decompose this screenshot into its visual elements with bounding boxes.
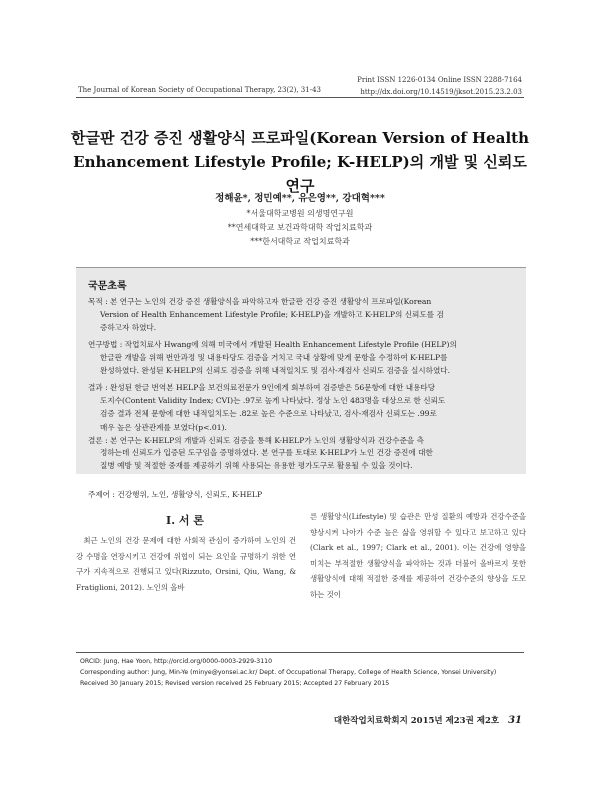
issn-line: Print ISSN 1226-0134 Online ISSN 2288-7164 bbox=[357, 76, 522, 84]
header-divider bbox=[76, 97, 524, 98]
title-line-1: 한글판 건강 증진 생활양식 프로파일(Korean Version of Health bbox=[71, 129, 529, 147]
footnote-received: Received 30 January 2015; Revised version received 25 February 2015; Accepted 27 February 2015 bbox=[80, 680, 390, 687]
footnote-corresponding: Corresponding author: Jung, Min-Ye (minye@yonsei.ac.kr/ Dept. of Occupational Therapy, College of Health Science, Yonsei University) bbox=[80, 669, 497, 676]
section-heading-introduction: Ⅰ. 서 론 bbox=[166, 514, 204, 527]
abstract-heading: 국문초록 bbox=[88, 281, 127, 292]
footnotes bbox=[80, 656, 496, 689]
footer-journal: 대한작업치료학회지 2015년 제23권 제2호 bbox=[333, 716, 500, 726]
abstract-line: 도지수(Content Validity Index; CVI)는 .97로 높게 나타났다. 정상 노인 483명을 대상으로 한 신뢰도 bbox=[100, 396, 446, 406]
abstract-purpose bbox=[88, 295, 520, 335]
affiliations bbox=[100, 207, 500, 249]
affiliation-1: *서울대학교병원 의생명연구원 bbox=[246, 209, 354, 218]
affiliation-3: ***한서대학교 작업치료학과 bbox=[250, 237, 350, 246]
intro-left-column: 최근 노인의 건강 문제에 대한 사회적 관심이 증가하여 노인의 건강 수명을 연장시키고 건강에 위협이 되는 요인을 규명하기 위한 연구가 지속적으로 진행되고 있다(Rizzuto, Orsini, Qiu, Wang, & Fratiglioni, 2012). 노인의 올바 bbox=[76, 536, 296, 592]
affiliation-2: **연세대학교 보건과학대학 작업치료학과 bbox=[227, 223, 373, 232]
abstract-conclusion-tail bbox=[76, 446, 526, 474]
abstract-line: 정하는데 신뢰도가 입증된 도구임을 증명하였다. 본 연구를 토대로 K-HELP가 노인 건강 증진에 대한 bbox=[100, 448, 433, 457]
abstract-box bbox=[76, 267, 526, 473]
abstract-line: 매우 높은 상관관계를 보였다(p<.01). bbox=[100, 422, 227, 432]
intro-right-column: 른 생활양식(Lifestyle) 및 습관은 만성 질환의 예방과 건강수준을 향상시켜 나아가 수준 높은 삶을 영위할 수 있다고 보고하고 있다(Clark et al., 1997; Clark et al., 2001). 이는 건강에 영향을 미치는 부적절한 생활양식을 파악하는 것과 더불어 올바르지 못한 생활양식에 대해 적절한 중재를 제공하여 건강수준의 향상을 도모하는 것이 bbox=[310, 512, 526, 599]
keywords: 주제어 : 건강행위, 노인, 생활양식, 신뢰도, K-HELP bbox=[88, 490, 263, 499]
author-list: 정해윤*, 정민예**, 유은영**, 강대혁*** bbox=[215, 193, 385, 204]
abstract-method bbox=[88, 338, 520, 378]
abstract-line: Version of Health Enhancement Lifestyle Profile; K-HELP)을 개발하고 K-HELP의 신뢰도를 검 bbox=[100, 310, 444, 320]
abstract-line: 완성하였다. 완성된 K-HELP의 신뢰도 검증을 위해 내적일치도 및 검사-재검사 신뢰도 검증을 실시하였다. bbox=[100, 366, 451, 376]
abstract-line: 연구방법 : 작업치료사 Hwang에 의해 미국에서 개발된 Health Enhancement Lifestyle Profile (HELP)의 bbox=[88, 340, 457, 349]
abstract-line: 결론 : 본 연구는 K-HELP의 개발과 신뢰도 검증을 통해 K-HELP가 노인의 생활양식과 건강수준을 측 bbox=[88, 436, 425, 445]
footnote-divider bbox=[76, 652, 524, 653]
abstract-line: 결과 : 완성된 한글 번역본 HELP을 보건의료전문가 9인에게 회부하여 검증받은 56문항에 대한 내용타당 bbox=[88, 383, 436, 392]
page-footer bbox=[334, 714, 522, 726]
abstract-result bbox=[88, 381, 520, 434]
abstract-line: 목적 : 본 연구는 노인의 건강 증진 생활양식을 파악하고자 한글판 건강 증진 생활양식 프로파일(Korean bbox=[88, 297, 432, 306]
abstract-line: 질병 예방 및 적절한 중재를 제공하기 위해 사용되는 유용한 평가도구로 활용될 수 있을 것이다. bbox=[100, 461, 413, 471]
running-header-issn bbox=[357, 74, 522, 98]
abstract-line: 검증 결과 전체 문항에 대한 내적일치도는 .82로 높은 수준으로 나타났고, 검사-재검사 신뢰도는 .99로 bbox=[100, 409, 437, 419]
title-line-2: Enhancement Lifestyle Profile; K-HELP)의 개발 및 신뢰도 연구 bbox=[73, 153, 527, 195]
abstract-line: 한글판 개발을 위해 번안과정 및 내용타당도 검증을 거치고 국내 상황에 맞게 문항을 수정하여 K-HELP를 bbox=[100, 353, 448, 363]
footnote-orcid: ORCID: Jung, Hae Yoon, http://orcid.org/0000-0003-2929-3110 bbox=[80, 658, 273, 665]
page-number: 31 bbox=[508, 715, 522, 726]
paper-title bbox=[70, 126, 530, 198]
doi-line: http://dx.doi.org/10.14519/jksot.2015.23.2.03 bbox=[360, 88, 522, 96]
running-header-journal: The Journal of Korean Society of Occupational Therapy, 23(2), 31-43 bbox=[78, 86, 321, 94]
abstract-line: 증하고자 하였다. bbox=[100, 323, 157, 333]
